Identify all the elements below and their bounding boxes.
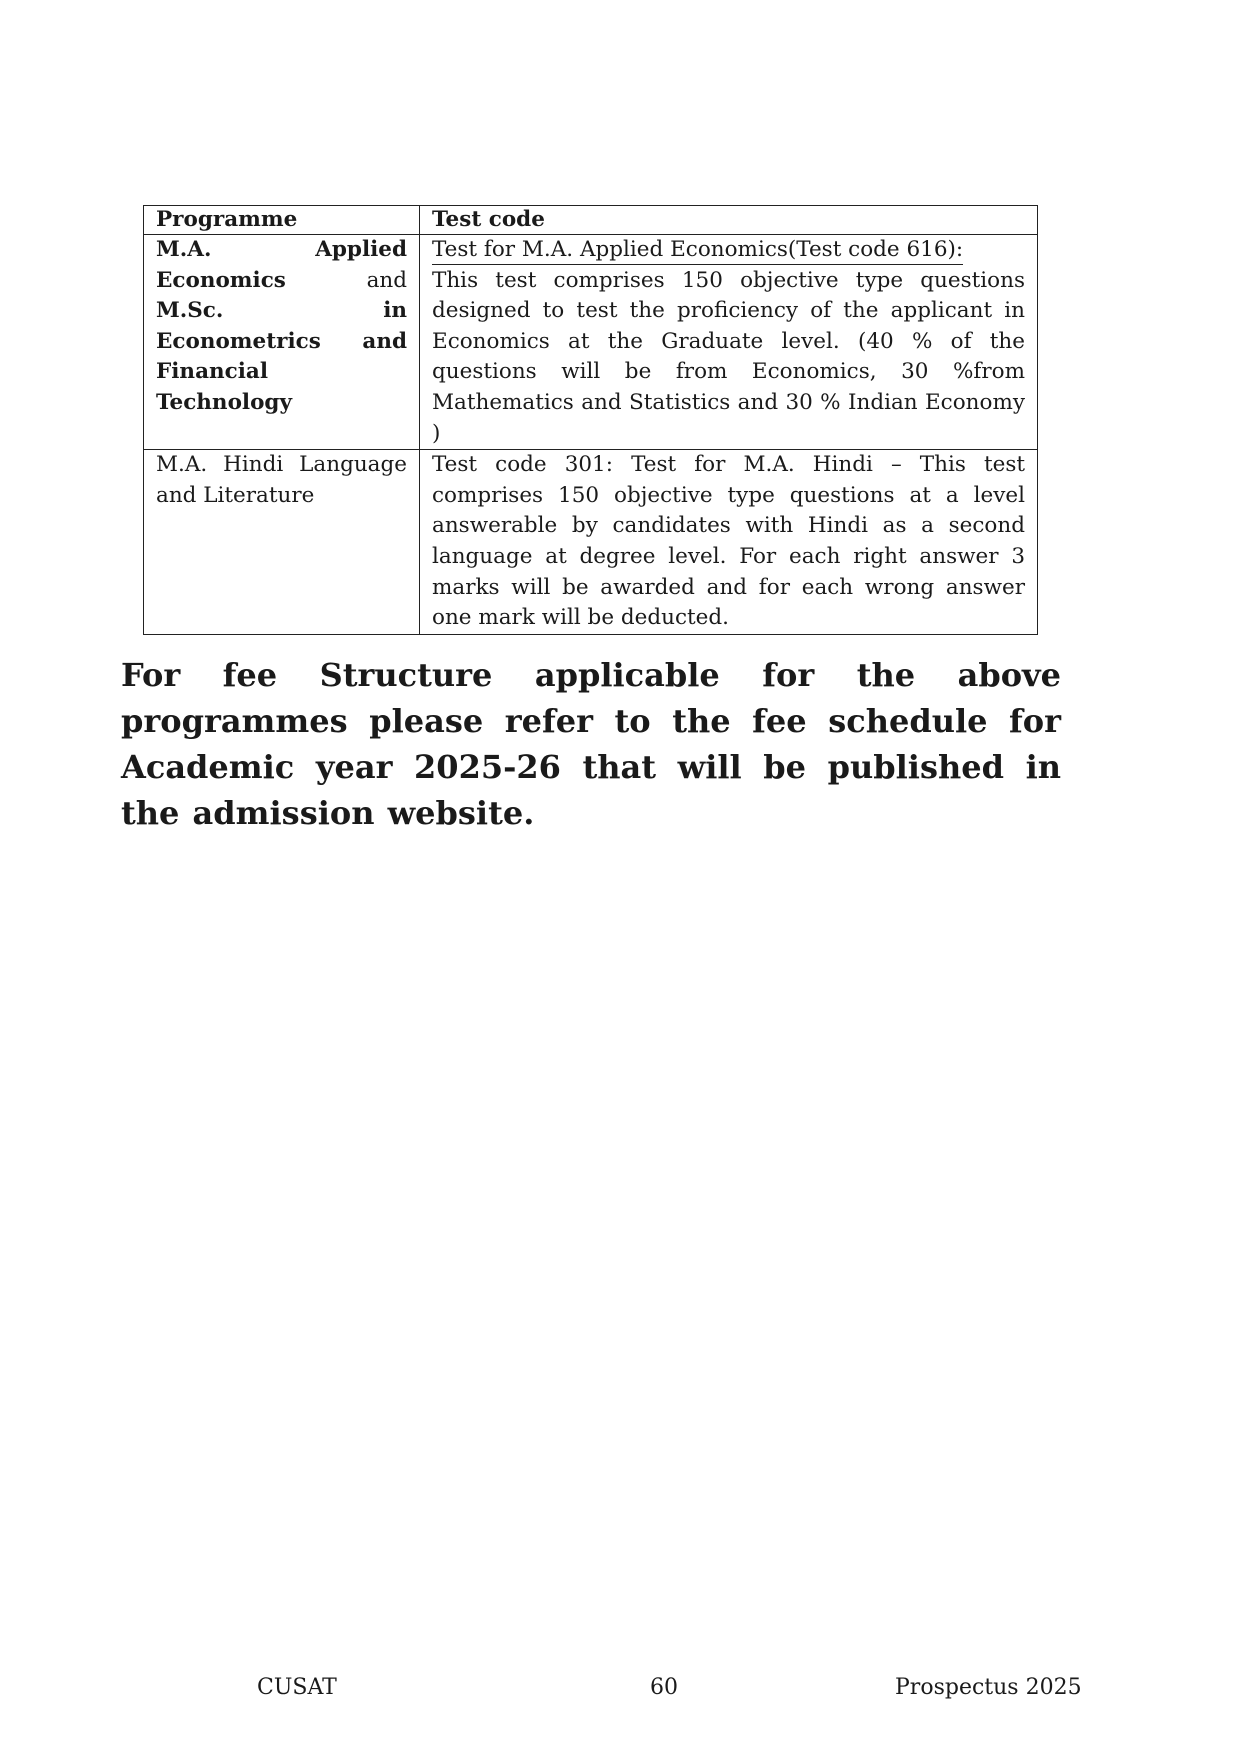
programme-conjunction: and [285,267,407,293]
footer-document-title: Prospectus 2025 [895,1675,1082,1700]
programme-cell [144,235,420,450]
programme-name: M.A. Hindi Language and Literature [156,452,407,508]
table-header-row [144,206,1038,235]
table-row [144,450,1038,635]
test-code-cell [420,450,1038,635]
fee-structure-notice: For fee Structure applicable for the above programmes please refer to the fee schedule for Academic year 2025-26 that will be published in the admission website. [121,656,1061,832]
test-description: Test code 301: Test for M.A. Hindi – This test comprises 150 objective type questions at a level answerable by candidates with Hindi as a second language at degree level. For each right answer 3 marks will be awarded and for each wrong answer one mark will be deducted. [432,452,1025,631]
test-code-cell [420,235,1038,450]
programme-name: M.A. Applied Economics [156,237,407,293]
programme-name: M.Sc. in Econometrics and Financial Technology [156,298,407,415]
header-test-code: Test code [420,206,1038,235]
test-title: Test for M.A. Applied Economics(Test code 616): [432,236,963,265]
page-number: 60 [650,1675,678,1700]
footer-institution: CUSAT [257,1675,337,1700]
programme-test-table [143,205,1038,635]
test-description: This test comprises 150 objective type questions designed to test the proficiency of the applicant in Economics at the Graduate level. (40 % of the questions will be from Economics, 30 %from Mathematics and Statistics and 30 % Indian Economy ) [432,267,1025,446]
programme-cell [144,450,420,635]
header-programme: Programme [144,206,420,235]
table-row [144,235,1038,450]
